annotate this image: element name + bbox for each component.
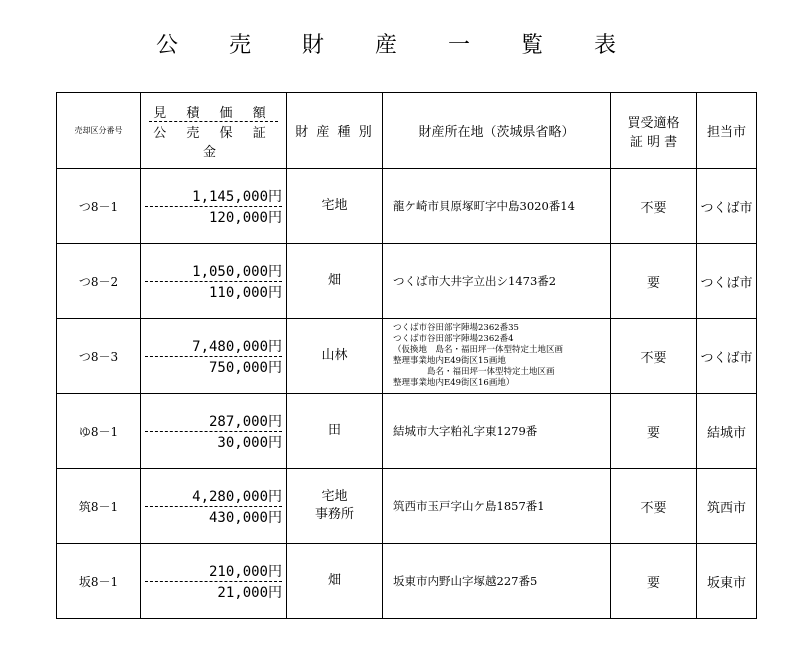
table-row [57, 319, 757, 394]
table-row [57, 544, 757, 619]
row-city: 坂東市 [697, 544, 757, 619]
row-location: 龍ケ崎市貝原塚町字中島3020番14 [383, 169, 611, 244]
row-cert: 不要 [611, 169, 697, 244]
header-cert [611, 93, 697, 169]
table-row [57, 394, 757, 469]
row-deposit: 30,000円 [217, 434, 282, 451]
row-estimate: 287,000円 [145, 411, 282, 432]
row-cert: 要 [611, 244, 697, 319]
row-location: 結城市大字粕礼字東1279番 [383, 394, 611, 469]
location-line: 整理事業地内E49街区16画地） [393, 378, 515, 388]
row-id: 筑8－1 [57, 469, 141, 544]
row-id: つ8－2 [57, 244, 141, 319]
row-cert: 要 [611, 544, 697, 619]
row-deposit: 430,000円 [208, 509, 282, 526]
row-estimate: 7,480,000円 [145, 336, 282, 357]
row-deposit: 110,000円 [208, 284, 282, 301]
header-location: 財産所在地（茨城県省略） [383, 93, 611, 169]
row-type [287, 469, 383, 544]
row-price [141, 319, 287, 394]
header-cert-line1: 買受適格 [627, 115, 680, 131]
row-type: 山林 [287, 319, 383, 394]
row-estimate: 210,000円 [145, 561, 282, 582]
location-line: 島名・福田坪一体型特定土地区画 [393, 367, 555, 377]
row-location: 筑西市玉戸字山ケ島1857番1 [383, 469, 611, 544]
row-location [383, 319, 611, 394]
row-price [141, 244, 287, 319]
row-estimate: 4,280,000円 [145, 486, 282, 507]
row-price [141, 394, 287, 469]
row-city: 筑西市 [697, 469, 757, 544]
row-type-line1: 宅地 [321, 489, 348, 504]
row-type: 田 [287, 394, 383, 469]
header-estimate: 見 積 価 額 [149, 102, 278, 122]
row-estimate: 1,145,000円 [145, 186, 282, 207]
page-title: 公 売 財 産 一 覧 表 [156, 33, 638, 58]
location-line: つくば市谷田部字陣場2362番4 [393, 334, 514, 344]
row-city: つくば市 [697, 169, 757, 244]
row-type: 畑 [287, 244, 383, 319]
table-row [57, 169, 757, 244]
row-location: 坂東市内野山字塚越227番5 [383, 544, 611, 619]
header-id: 売却区分番号 [57, 93, 141, 169]
row-id: つ8－1 [57, 169, 141, 244]
row-city: 結城市 [697, 394, 757, 469]
table-row [57, 469, 757, 544]
header-price [141, 93, 287, 169]
row-deposit: 120,000円 [208, 209, 282, 226]
header-city: 担当市 [697, 93, 757, 169]
location-line: 整理事業地内E49街区15画地 [393, 356, 506, 366]
row-cert: 要 [611, 394, 697, 469]
table-header-row [57, 93, 757, 169]
row-city: つくば市 [697, 244, 757, 319]
row-type-line2: 事務所 [314, 507, 354, 522]
row-deposit: 750,000円 [208, 359, 282, 376]
header-deposit: 公 売 保 証 金 [153, 125, 274, 160]
header-type: 財 産 種 別 [287, 93, 383, 169]
row-price [141, 544, 287, 619]
row-id: ゆ8－1 [57, 394, 141, 469]
row-location: つくば市大井字立出シ1473番2 [383, 244, 611, 319]
row-id: 坂8－1 [57, 544, 141, 619]
row-price [141, 169, 287, 244]
property-table [56, 92, 757, 619]
row-deposit: 21,000円 [217, 584, 282, 601]
location-line: つくば市谷田部字陣場2362番35 [393, 323, 519, 333]
row-id: つ8－3 [57, 319, 141, 394]
row-estimate: 1,050,000円 [145, 261, 282, 282]
row-cert: 不要 [611, 469, 697, 544]
table-row [57, 244, 757, 319]
row-city: つくば市 [697, 319, 757, 394]
row-type: 宅地 [287, 169, 383, 244]
header-cert-line2: 証 明 書 [629, 134, 678, 150]
row-price [141, 469, 287, 544]
row-type: 畑 [287, 544, 383, 619]
row-cert: 不要 [611, 319, 697, 394]
location-line: （仮換地 島名・福田坪一体型特定土地区画 [393, 345, 564, 355]
